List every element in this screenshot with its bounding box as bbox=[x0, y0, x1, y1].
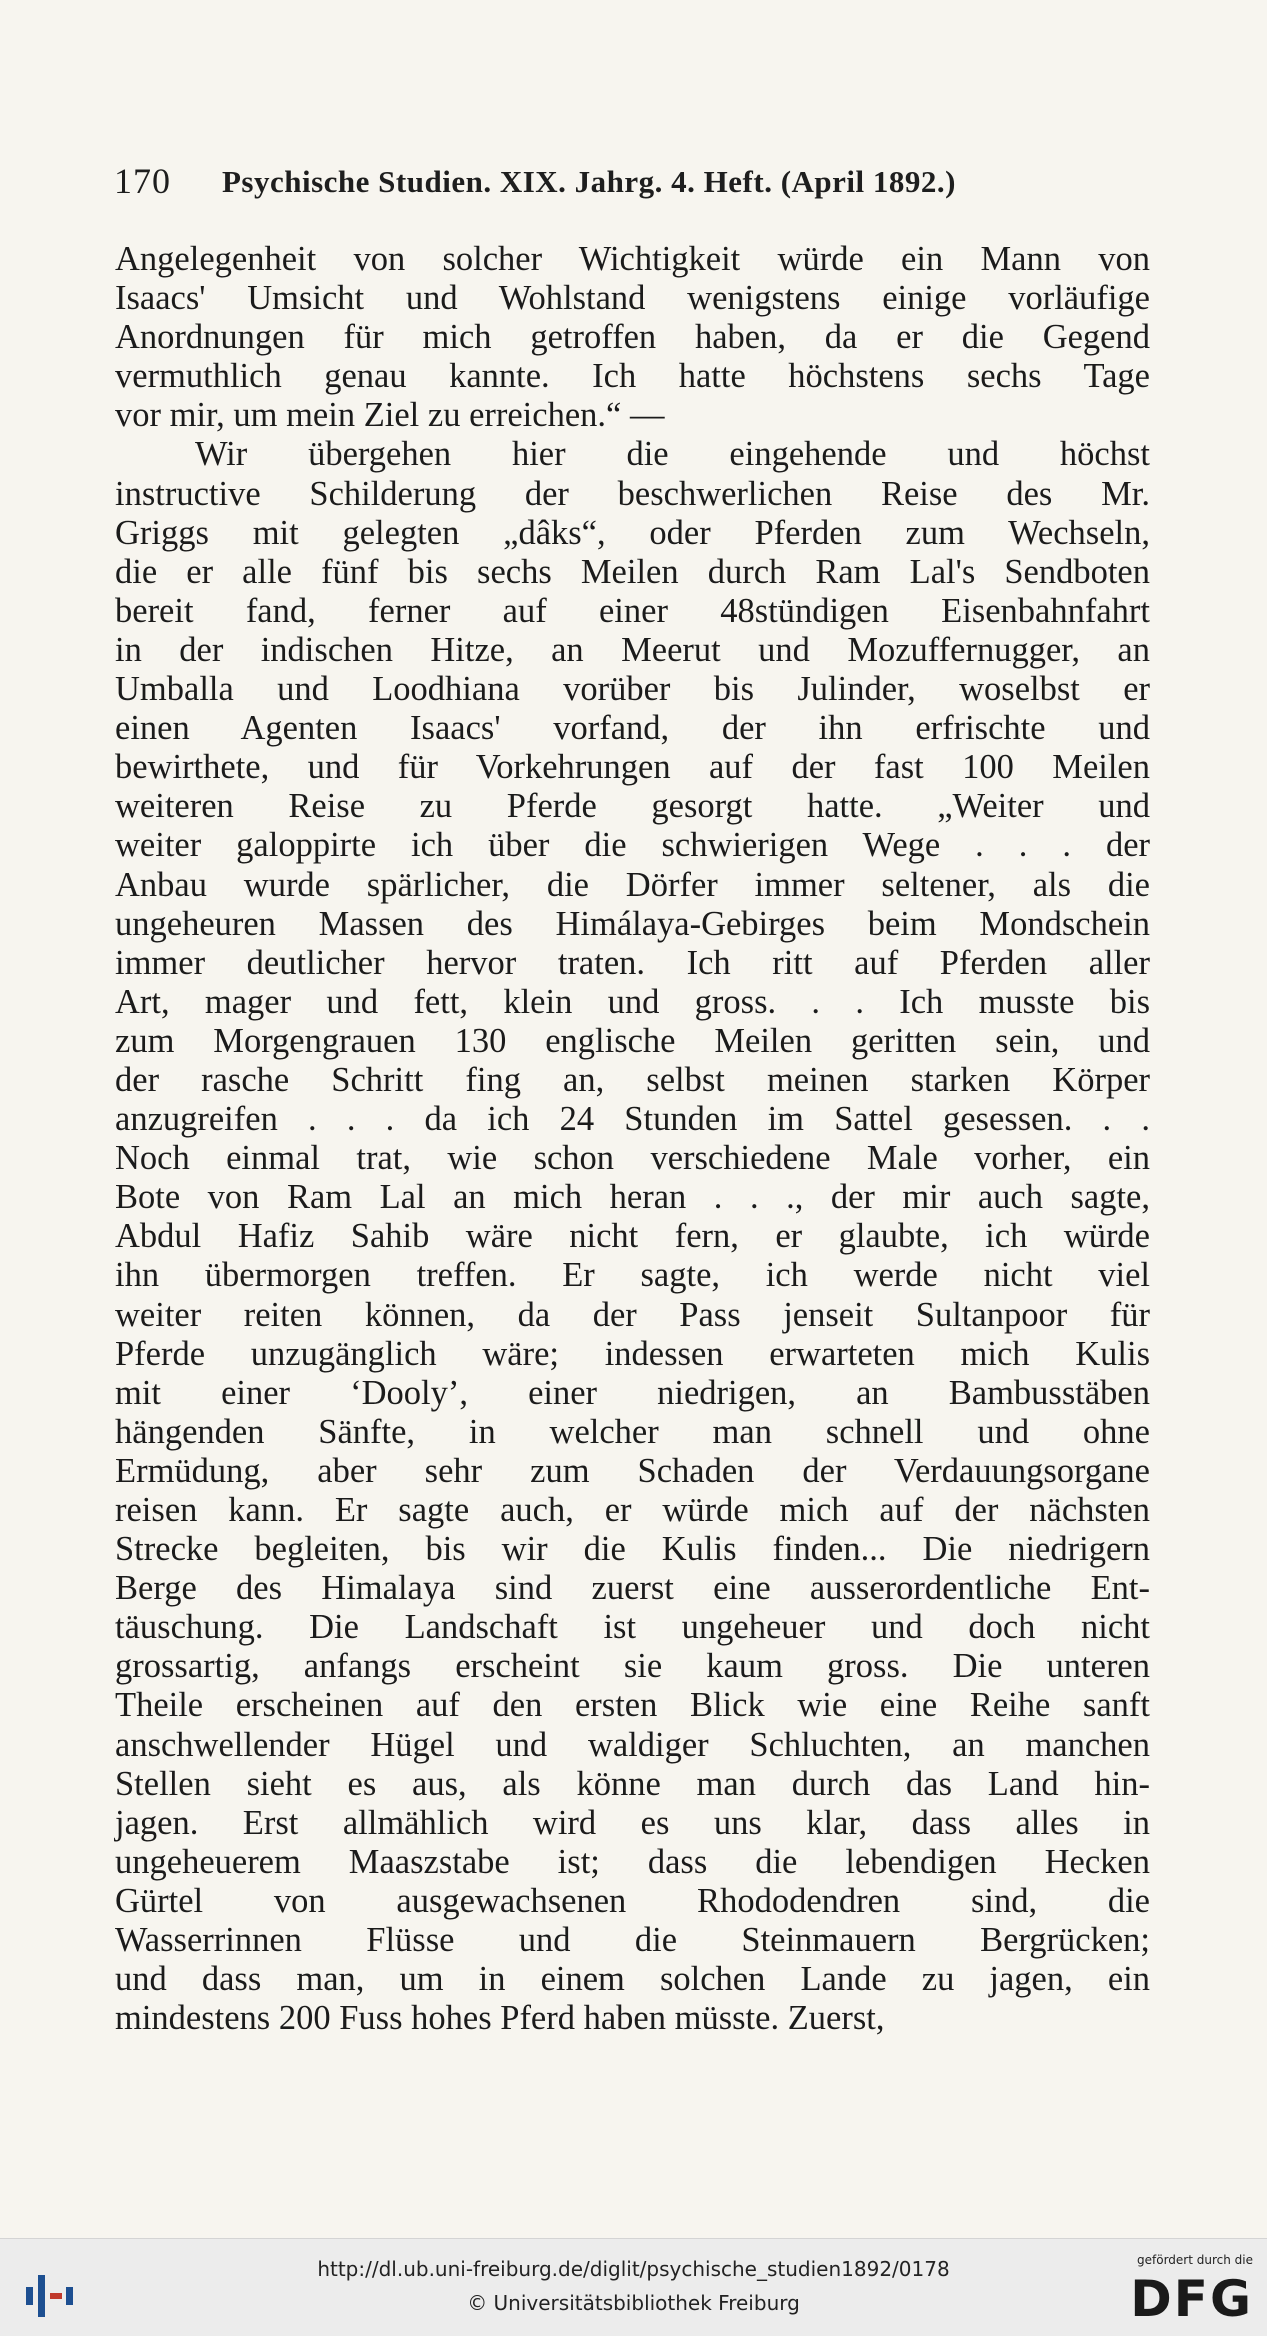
text-line: Wir übergehen hier die eingehende und höchst bbox=[195, 435, 1150, 474]
text-line: immer deutlicher hervor traten. Ich ritt auf Pferden aller bbox=[115, 943, 1150, 982]
text-line: Strecke begleiten, bis wir die Kulis finden... Die niedrigern bbox=[115, 1530, 1150, 1569]
text-line: weiter galoppirte ich über die schwierigen Wege . . . der bbox=[115, 826, 1150, 865]
text-line: Pferde unzugänglich wäre; indessen erwarteten mich Kulis bbox=[115, 1334, 1150, 1373]
text-line: zum Morgengrauen 130 englische Meilen geritten sein, und bbox=[115, 1021, 1150, 1060]
text-line: Berge des Himalaya sind zuerst eine ausserordentliche Ent- bbox=[115, 1569, 1150, 1608]
text-line: Abdul Hafiz Sahib wäre nicht fern, er glaubte, ich würde bbox=[115, 1217, 1150, 1256]
source-url[interactable]: http://dl.ub.uni-freiburg.de/diglit/psychische_studien1892/0178 bbox=[317, 2257, 950, 2281]
text-line: Gürtel von ausgewachsenen Rhododendren sind, die bbox=[115, 1881, 1150, 1920]
page-number: 170 bbox=[114, 161, 171, 201]
text-line: mindestens 200 Fuss hohes Pferd haben müsste. Zuerst, bbox=[115, 1999, 885, 2038]
text-line: vermuthlich genau kannte. Ich hatte höchstens sechs Tage bbox=[115, 357, 1150, 396]
text-line: vor mir, um mein Ziel zu erreichen.“ — bbox=[115, 396, 665, 435]
text-line: Umballa und Loodhiana vorüber bis Julinder, woselbst er bbox=[115, 670, 1150, 709]
text-line: bewirthete, und für Vorkehrungen auf der fast 100 Meilen bbox=[115, 748, 1150, 787]
text-line: Anordnungen für mich getroffen haben, da er die Gegend bbox=[115, 318, 1150, 357]
text-line: weiteren Reise zu Pferde gesorgt hatte. „Weiter und bbox=[115, 787, 1150, 826]
text-line: grossartig, anfangs erscheint sie kaum gross. Die unteren bbox=[115, 1647, 1150, 1686]
copyright-notice: © Universitätsbibliothek Freiburg bbox=[467, 2291, 800, 2315]
text-line: Wasserrinnen Flüsse und die Steinmauern Bergrücken; bbox=[115, 1921, 1150, 1960]
text-line: bereit fand, ferner auf einer 48stündigen Eisenbahnfahrt bbox=[115, 591, 1150, 630]
text-line: instructive Schilderung der beschwerlichen Reise des Mr. bbox=[115, 474, 1150, 513]
text-line: hängenden Sänfte, in welcher man schnell und ohne bbox=[115, 1412, 1150, 1451]
text-line: die er alle fünf bis sechs Meilen durch Ram Lal's Sendboten bbox=[115, 552, 1150, 591]
running-title: Psychische Studien. XIX. Jahrg. 4. Heft. (April 1892.) bbox=[222, 164, 956, 199]
text-line: Theile erscheinen auf den ersten Blick wie eine Reihe sanft bbox=[115, 1686, 1150, 1725]
text-line: reisen kann. Er sagte auch, er würde mich auf der nächsten bbox=[115, 1491, 1150, 1529]
text-line: Ermüdung, aber sehr zum Schaden der Verdauungsorgane bbox=[115, 1451, 1150, 1490]
text-line: Noch einmal trat, wie schon verschiedene Male vorher, ein bbox=[115, 1139, 1150, 1178]
dfg-logo: DFG bbox=[1130, 2270, 1253, 2328]
body-text bbox=[115, 240, 1150, 2038]
text-line: Isaacs' Umsicht und Wohlstand wenigstens einige vorläufige bbox=[115, 279, 1150, 318]
text-line: und dass man, um in einem solchen Lande zu jagen, ein bbox=[115, 1960, 1150, 1999]
text-line: täuschung. Die Landschaft ist ungeheuer und doch nicht bbox=[115, 1608, 1150, 1647]
text-line: Art, mager und fett, klein und gross. . . Ich musste bis bbox=[115, 982, 1150, 1021]
text-line: ungeheuren Massen des Himálaya-Gebirges beim Mondschein bbox=[115, 904, 1150, 943]
text-line: Angelegenheit von solcher Wichtigkeit würde ein Mann von bbox=[115, 240, 1150, 278]
text-line: ungeheuerem Maaszstabe ist; dass die lebendigen Hecken bbox=[115, 1842, 1150, 1881]
text-line: Stellen sieht es aus, als könne man durch das Land hin- bbox=[115, 1764, 1150, 1803]
text-line: Bote von Ram Lal an mich heran . . ., der mir auch sagte, bbox=[115, 1178, 1150, 1217]
text-line: weiter reiten können, da der Pass jenseit Sultanpoor für bbox=[115, 1295, 1150, 1334]
text-line: einen Agenten Isaacs' vorfand, der ihn erfrischte und bbox=[115, 709, 1150, 748]
text-line: mit einer ‘Dooly’, einer niedrigen, an Bambusstäben bbox=[115, 1373, 1150, 1412]
sponsor-note: gefördert durch die bbox=[1137, 2253, 1253, 2267]
text-line: jagen. Erst allmählich wird es uns klar, dass alles in bbox=[115, 1803, 1150, 1842]
text-line: anschwellender Hügel und waldiger Schluchten, an manchen bbox=[115, 1725, 1150, 1764]
text-line: ihn übermorgen treffen. Er sagte, ich werde nicht viel bbox=[115, 1256, 1150, 1295]
text-line: der rasche Schritt fing an, selbst meinen starken Körper bbox=[115, 1060, 1150, 1099]
running-head bbox=[112, 160, 1057, 202]
text-line: in der indischen Hitze, an Meerut und Mozuffernugger, an bbox=[115, 630, 1150, 669]
text-line: Griggs mit gelegten „dâks“, oder Pferden zum Wechseln, bbox=[115, 513, 1150, 552]
text-line: Anbau wurde spärlicher, die Dörfer immer seltener, als die bbox=[115, 865, 1150, 904]
text-line: anzugreifen . . . da ich 24 Stunden im Sattel gesessen. . . bbox=[115, 1100, 1150, 1139]
viewer-footer bbox=[0, 2238, 1267, 2336]
